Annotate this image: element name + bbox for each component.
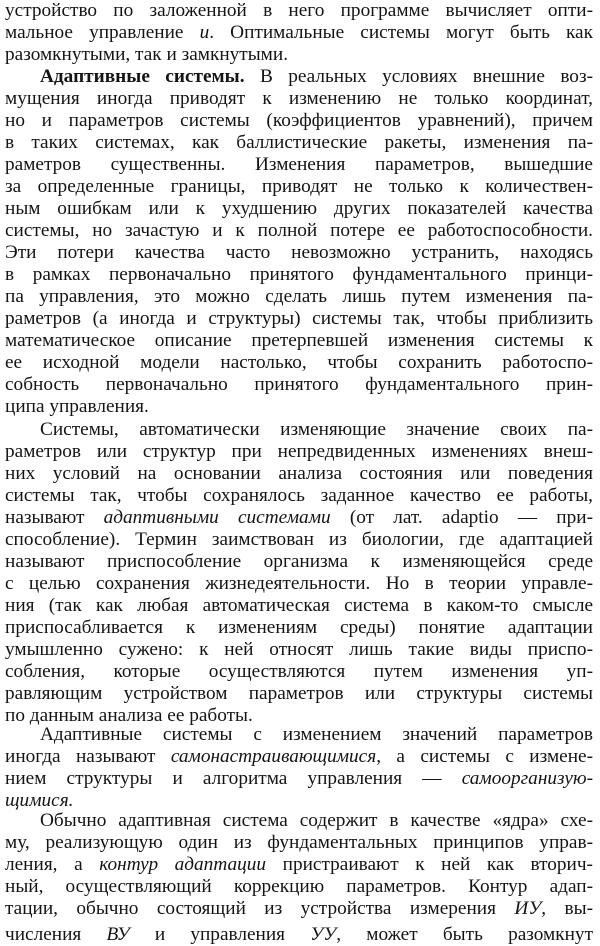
italic-text: самонастраивающимися	[170, 746, 377, 767]
text-run: Адаптивные системы с изменением значений параметров	[40, 724, 593, 745]
text-run: ния (так как любая автоматическая система в каком-то смысле	[5, 595, 593, 616]
text-run: ципа управления.	[5, 396, 149, 417]
text-run: разомкнутыми, так и замкнутыми.	[5, 44, 289, 65]
italic-text: контур адаптации	[99, 854, 267, 875]
text-run: раметров существенны. Изменения параметров, вышедшие	[5, 154, 593, 175]
text-run: иногда называют	[5, 746, 171, 767]
text-line	[5, 551, 593, 573]
text-line	[5, 854, 593, 876]
text-run: . Оптимальные системы могут быть как	[209, 22, 593, 43]
text-run: в рамках первоначально принятого фундаментального принци-	[5, 264, 593, 285]
text-line	[5, 790, 593, 812]
text-line	[5, 924, 593, 946]
text-line	[5, 661, 593, 683]
text-line	[5, 529, 593, 551]
text-line	[5, 110, 593, 132]
text-run: раметров или структур при непредвиденных изменениях внеш-	[5, 441, 593, 462]
text-run: Эти потери качества часто невозможно устранить, находясь	[5, 242, 593, 263]
text-line	[5, 617, 593, 639]
text-line	[5, 463, 593, 485]
text-run: раметров (а иногда и структуры) системы так, чтобы приблизить	[5, 308, 593, 329]
text-line	[5, 220, 593, 242]
text-run: числения	[5, 924, 107, 945]
text-line	[5, 22, 593, 44]
text-line	[5, 595, 593, 617]
text-line	[5, 198, 593, 220]
text-run: но и параметров системы (коэффициентов уравнений), причем	[5, 110, 593, 131]
text-run: системы, но зачастую и к полной потере ее работоспособности.	[5, 220, 593, 241]
text-line	[5, 242, 593, 264]
text-line	[5, 485, 593, 507]
text-run: называют приспособление организма к изменяющейся среде	[5, 551, 593, 572]
text-line	[5, 639, 593, 661]
text-run: ления, а	[5, 854, 100, 875]
text-run: мущения иногда приводят к изменению не только координат,	[5, 88, 593, 109]
text-line	[40, 810, 593, 832]
italic-text: u	[199, 22, 210, 43]
text-line	[5, 176, 593, 198]
text-line	[5, 132, 593, 154]
text-run: мальное управление	[5, 22, 200, 43]
text-line	[5, 154, 593, 176]
text-line	[5, 88, 593, 110]
text-run: равляющим устройством параметров или структуры системы	[5, 683, 593, 704]
italic-text: самоорганизую-	[461, 768, 593, 789]
text-line	[40, 419, 593, 441]
text-line	[40, 66, 593, 88]
text-line	[5, 507, 593, 529]
text-line	[5, 683, 593, 705]
text-run: собления, которые осуществляются путем изменения уп-	[5, 661, 593, 682]
text-run: устройство по заложенной в него программе вычисляет опти-	[5, 0, 593, 21]
text-run: В реальных условиях внешние воз-	[244, 66, 593, 87]
text-run: по данным анализа ее работы.	[5, 705, 253, 726]
text-line	[5, 330, 593, 352]
italic-text: ИУ	[514, 898, 542, 919]
text-run: математическое описание претерпевшей изменения системы к	[5, 330, 593, 351]
text-run: , а системы с измене-	[376, 746, 593, 767]
text-line	[40, 724, 593, 746]
text-line	[5, 374, 593, 396]
text-line	[5, 832, 593, 854]
text-run: ным ошибкам или к ухудшению других показателей качества	[5, 198, 593, 219]
text-line	[5, 286, 593, 308]
text-line	[5, 44, 593, 66]
text-run: пристраивают к ней как вторич-	[266, 854, 593, 875]
text-run: нием структуры и алгоритма управления —	[5, 768, 462, 789]
text-line	[5, 396, 593, 418]
text-run: ный, осуществляющий коррекцию параметров. Контур адап-	[5, 876, 593, 897]
text-line	[5, 746, 593, 768]
text-run: Обычно адаптивная система содержит в качестве «ядра» схе-	[40, 810, 593, 831]
text-line	[5, 0, 593, 22]
text-line	[5, 876, 593, 898]
text-run: приспосабливается к изменениям среды) понятие адаптации	[5, 617, 593, 638]
text-line	[5, 573, 593, 595]
bold-text: Адаптивные системы.	[40, 66, 245, 87]
text-run: собность первоначально принятого фундаментального прин-	[5, 374, 593, 395]
text-run: тации, обычно состоящий из устройства измерения	[5, 898, 515, 919]
text-run: в таких системах, как баллистические ракеты, изменения па-	[5, 132, 593, 153]
text-run: ее исходной модели настолько, чтобы сохранить работоспо-	[5, 352, 593, 373]
text-run: му, реализующую один из фундаментальных принципов управ-	[5, 832, 593, 853]
text-run: за определенные границы, приводят не только к количествен-	[5, 176, 593, 197]
italic-text: ВУ	[106, 924, 130, 945]
text-run: способление). Термин заимствован из биологии, где адаптацией	[5, 529, 593, 550]
italic-text: УУ	[310, 924, 337, 945]
italic-text: адаптивными системами	[103, 507, 331, 528]
text-run: и управления	[129, 924, 311, 945]
text-line	[5, 308, 593, 330]
text-run: Системы, автоматически изменяющие значение своих па-	[40, 419, 593, 440]
text-run: , вы-	[541, 898, 593, 919]
text-run: па управления, это можно сделать лишь путем изменения па-	[5, 286, 593, 307]
text-run: с целью сохранения жизнедеятельности. Но в теории управле-	[5, 573, 593, 594]
text-run: них условий на основании анализа состояния или поведения	[5, 463, 593, 484]
text-run: , может быть разомкнут	[336, 924, 593, 945]
text-run: называют	[5, 507, 104, 528]
text-run: системы так, чтобы сохранялось заданное качество ее работы,	[5, 485, 593, 506]
text-run: умышленно сужено: к ней относят лишь такие виды приспо-	[5, 639, 593, 660]
text-line	[5, 352, 593, 374]
text-run: (от лат. adaptio — при-	[330, 507, 593, 528]
italic-text: щимися.	[5, 790, 74, 811]
text-line	[5, 441, 593, 463]
text-line	[5, 264, 593, 286]
text-line	[5, 768, 593, 790]
